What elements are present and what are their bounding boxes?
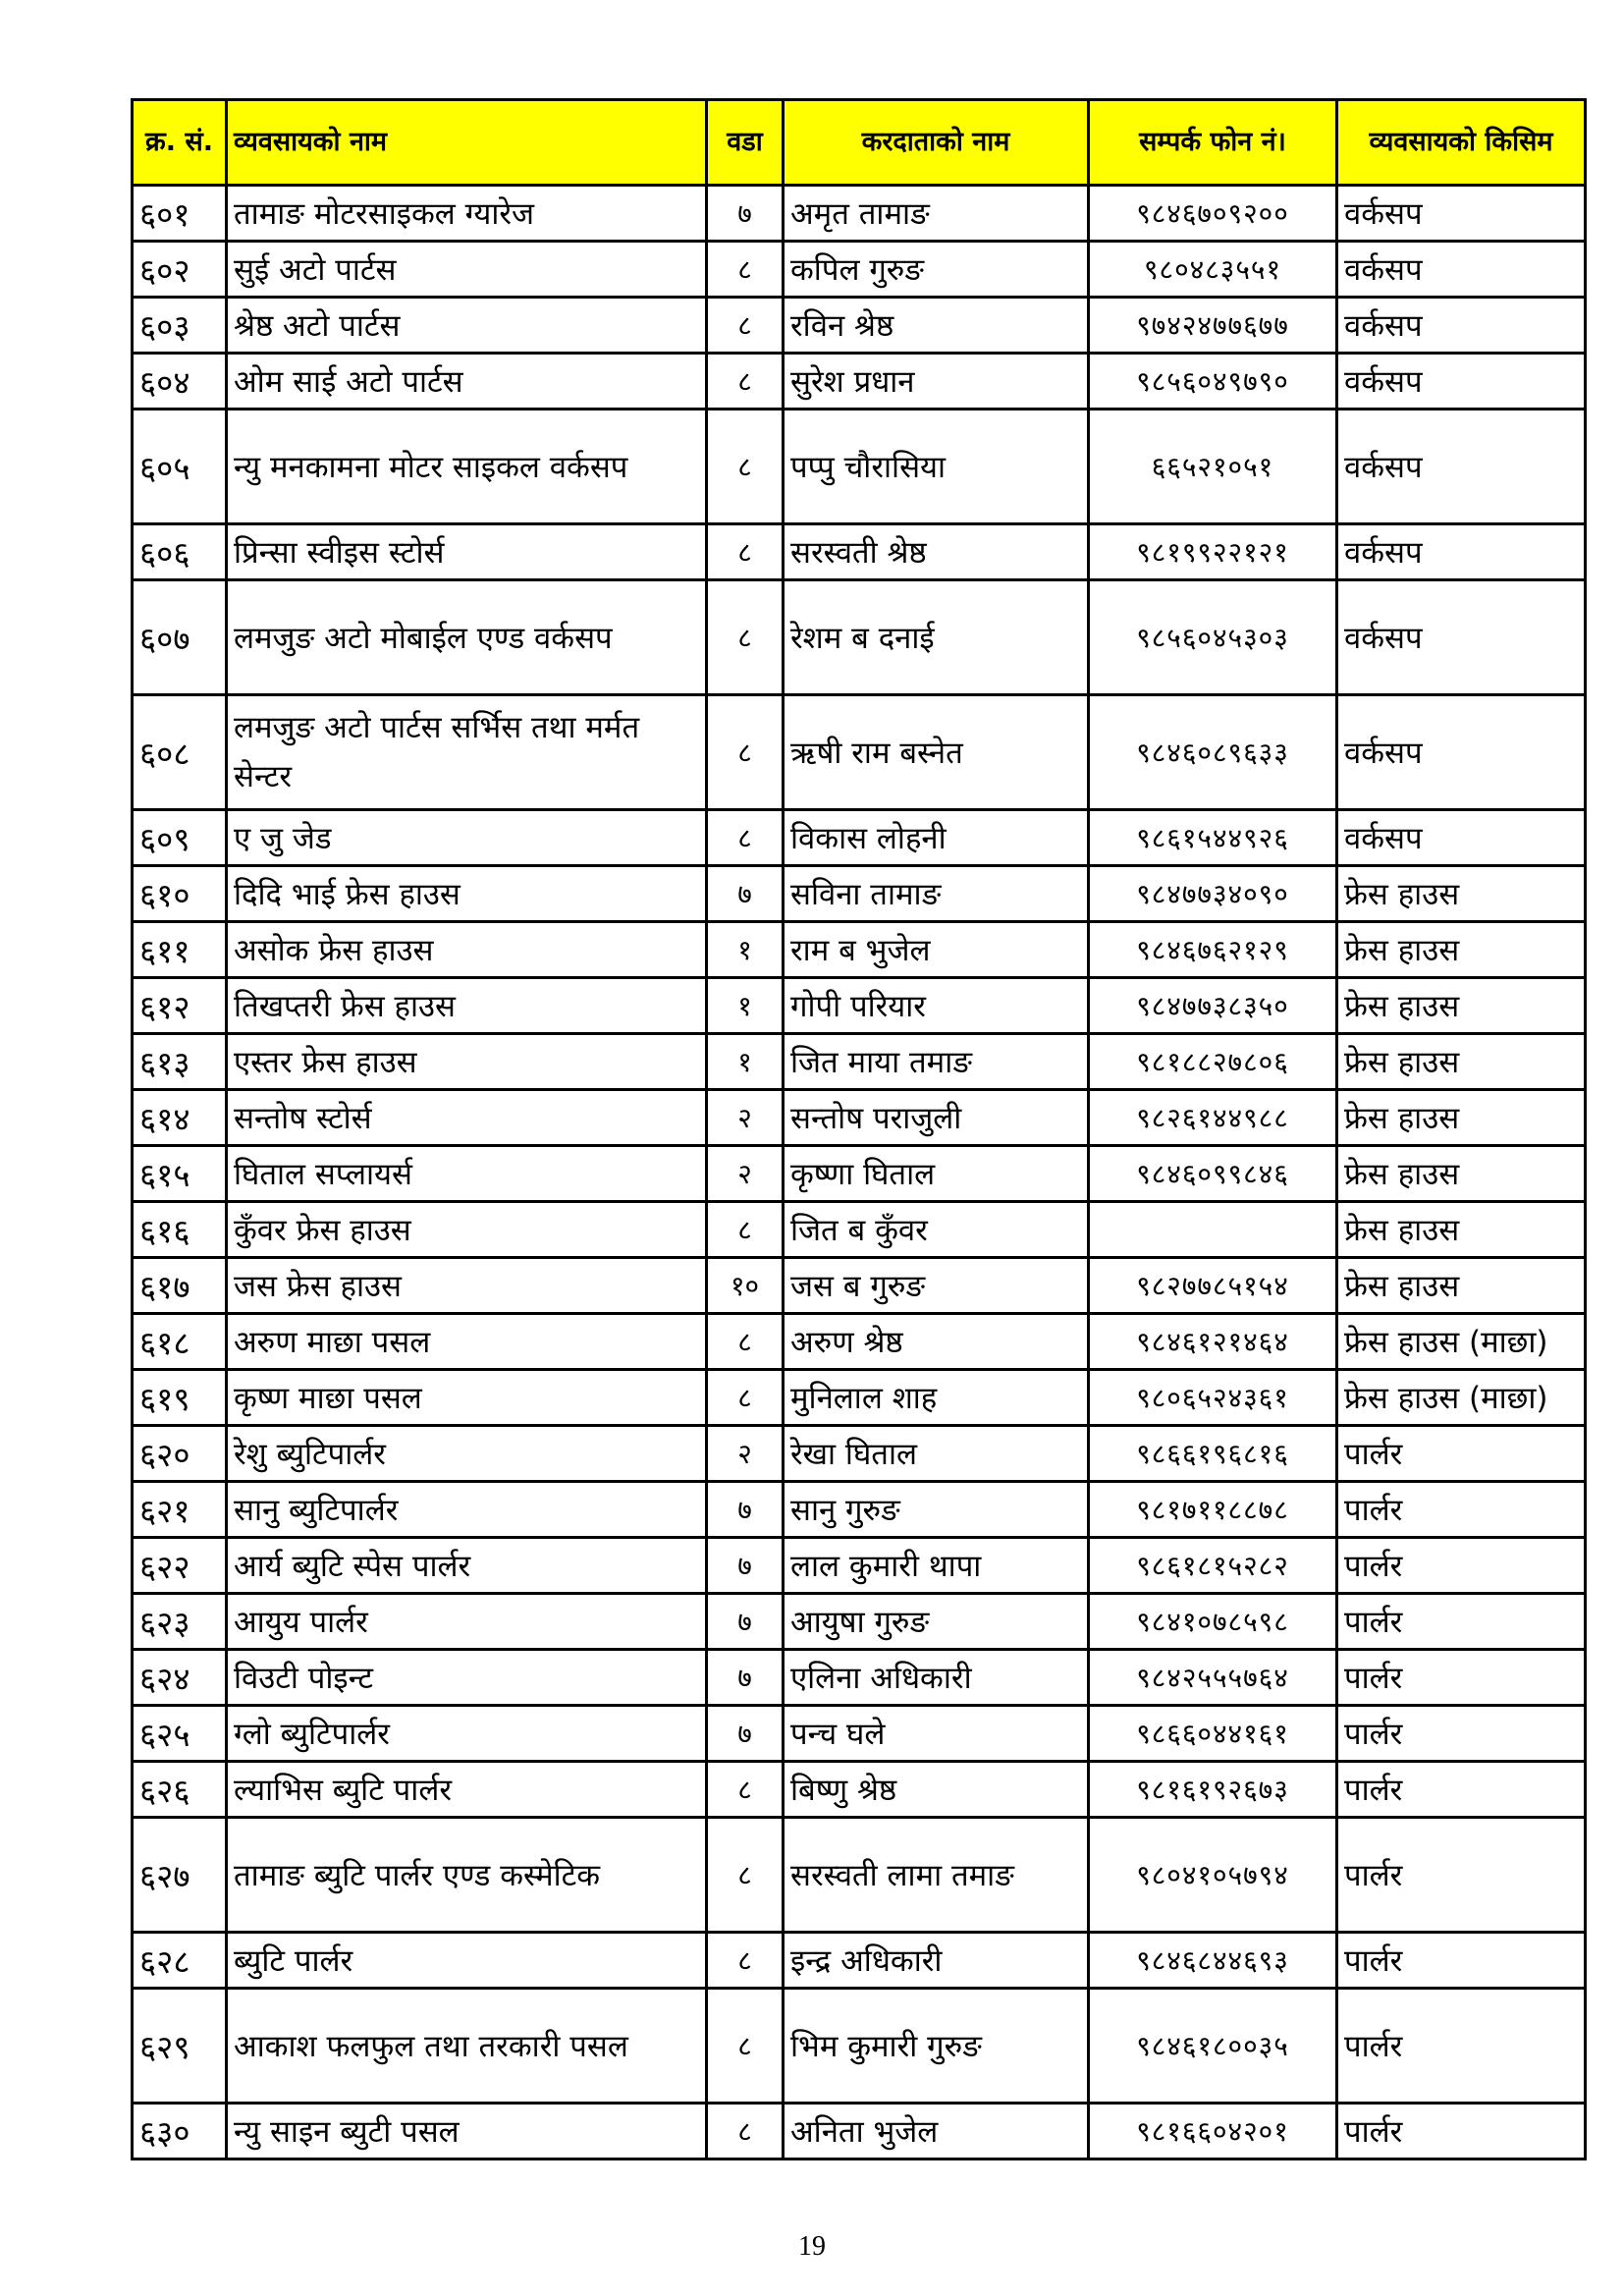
ward-cell: ८ [707, 1314, 784, 1370]
phone-cell: ९८१७११८८७८ [1089, 1482, 1337, 1538]
row-serial-number: ६१७ [133, 1258, 227, 1314]
business-name-cell: न्यु मनकामना मोटर साइकल वर्कसप [227, 410, 707, 524]
header-business-type: व्यवसायको किसिम [1337, 100, 1586, 186]
row-serial-number: ६२८ [133, 1933, 227, 1989]
ward-cell: ८ [707, 242, 784, 298]
row-serial-number: ६२५ [133, 1706, 227, 1762]
phone-cell: ९८६६०४४१६१ [1089, 1706, 1337, 1762]
ward-cell: ७ [707, 1706, 784, 1762]
phone-cell: ९८४७७३८३५० [1089, 978, 1337, 1034]
row-serial-number: ६०६ [133, 524, 227, 580]
phone-cell: ९८४१०७८५९८ [1089, 1594, 1337, 1650]
table-row [133, 1370, 1586, 1426]
business-type-cell: फ्रेस हाउस [1337, 922, 1586, 978]
ward-cell: ८ [707, 1933, 784, 1989]
row-serial-number: ६२४ [133, 1650, 227, 1706]
ward-cell: ७ [707, 1650, 784, 1706]
row-serial-number: ६१३ [133, 1034, 227, 1090]
phone-cell: ९८०४१०५७९४ [1089, 1818, 1337, 1933]
header-phone: सम्पर्क फोन नं। [1089, 100, 1337, 186]
ward-cell: ८ [707, 1762, 784, 1818]
header-serial-number: क्र. सं. [133, 100, 227, 186]
business-name-cell: विउटी पोइन्ट [227, 1650, 707, 1706]
row-serial-number: ६२६ [133, 1762, 227, 1818]
business-type-cell: फ्रेस हाउस [1337, 1034, 1586, 1090]
phone-cell: ९८६१८१५२८२ [1089, 1538, 1337, 1594]
table-row [133, 1706, 1586, 1762]
table-row [133, 242, 1586, 298]
row-serial-number: ६२९ [133, 1989, 227, 2104]
header-business-name: व्यवसायको नाम [227, 100, 707, 186]
business-type-cell: पार्लर [1337, 1762, 1586, 1818]
phone-cell: ९८०४८३५५१ [1089, 242, 1337, 298]
taxpayer-name-cell: भिम कुमारी गुरुङ [784, 1989, 1089, 2104]
business-name-cell: रेशु ब्युटिपार्लर [227, 1426, 707, 1482]
taxpayer-name-cell: सानु गुरुङ [784, 1482, 1089, 1538]
ward-cell: ८ [707, 2104, 784, 2159]
ward-cell: ८ [707, 695, 784, 810]
table-row [133, 2104, 1586, 2159]
taxpayer-name-cell: सविना तामाङ [784, 866, 1089, 922]
business-register-table [131, 98, 1587, 2160]
ward-cell: २ [707, 1090, 784, 1146]
table-row [133, 1034, 1586, 1090]
table-row [133, 1258, 1586, 1314]
business-type-cell: फ्रेस हाउस [1337, 1202, 1586, 1258]
row-serial-number: ६०७ [133, 580, 227, 695]
taxpayer-name-cell: रविन श्रेष्ठ [784, 298, 1089, 354]
row-serial-number: ६०१ [133, 186, 227, 242]
taxpayer-name-cell: कपिल गुरुङ [784, 242, 1089, 298]
business-type-cell: पार्लर [1337, 1818, 1586, 1933]
taxpayer-name-cell: पप्पु चौरासिया [784, 410, 1089, 524]
ward-cell: ७ [707, 866, 784, 922]
row-serial-number: ६०८ [133, 695, 227, 810]
business-name-cell: कुँवर फ्रेस हाउस [227, 1202, 707, 1258]
table-row [133, 1426, 1586, 1482]
table-row [133, 186, 1586, 242]
business-name-cell: लमजुङ अटो पार्टस सर्भिस तथा मर्मत सेन्टर [227, 695, 707, 810]
business-name-cell: अरुण माछा पसल [227, 1314, 707, 1370]
business-type-cell: फ्रेस हाउस [1337, 1258, 1586, 1314]
row-serial-number: ६११ [133, 922, 227, 978]
business-type-cell: वर्कसप [1337, 186, 1586, 242]
business-name-cell: सन्तोष स्टोर्स [227, 1090, 707, 1146]
business-type-cell: वर्कसप [1337, 810, 1586, 866]
row-serial-number: ६०४ [133, 354, 227, 410]
phone-cell: ९८४६७६२१२९ [1089, 922, 1337, 978]
ward-cell: ७ [707, 1594, 784, 1650]
ward-cell: ८ [707, 298, 784, 354]
business-name-cell: जस फ्रेस हाउस [227, 1258, 707, 1314]
table-row [133, 298, 1586, 354]
ward-cell: ८ [707, 354, 784, 410]
row-serial-number: ६३० [133, 2104, 227, 2159]
table-row [133, 1538, 1586, 1594]
table-row [133, 810, 1586, 866]
row-serial-number: ६२१ [133, 1482, 227, 1538]
table-row [133, 354, 1586, 410]
taxpayer-name-cell: गोपी परियार [784, 978, 1089, 1034]
ward-cell: २ [707, 1426, 784, 1482]
row-serial-number: ६०२ [133, 242, 227, 298]
business-name-cell: सानु ब्युटिपार्लर [227, 1482, 707, 1538]
table-row [133, 866, 1586, 922]
business-type-cell: पार्लर [1337, 1538, 1586, 1594]
business-name-cell: तामाङ ब्युटि पार्लर एण्ड कस्मेटिक [227, 1818, 707, 1933]
taxpayer-name-cell: लाल कुमारी थापा [784, 1538, 1089, 1594]
table-row [133, 1202, 1586, 1258]
taxpayer-name-cell: रेखा घिताल [784, 1426, 1089, 1482]
row-serial-number: ६२७ [133, 1818, 227, 1933]
ward-cell: ८ [707, 1989, 784, 2104]
business-name-cell: आकाश फलफुल तथा तरकारी पसल [227, 1989, 707, 2104]
table-row [133, 1090, 1586, 1146]
table-row [133, 1818, 1586, 1933]
business-type-cell: पार्लर [1337, 1650, 1586, 1706]
row-serial-number: ६१५ [133, 1146, 227, 1202]
business-name-cell: एस्तर फ्रेस हाउस [227, 1034, 707, 1090]
row-serial-number: ६१८ [133, 1314, 227, 1370]
business-type-cell: वर्कसप [1337, 695, 1586, 810]
business-type-cell: फ्रेस हाउस (माछा) [1337, 1370, 1586, 1426]
phone-cell: ९८४७७३४०९० [1089, 866, 1337, 922]
business-name-cell: कृष्ण माछा पसल [227, 1370, 707, 1426]
phone-cell: ९८१६१९२६७३ [1089, 1762, 1337, 1818]
business-name-cell: ब्युटि पार्लर [227, 1933, 707, 1989]
row-serial-number: ६२० [133, 1426, 227, 1482]
taxpayer-name-cell: ऋषी राम बस्नेत [784, 695, 1089, 810]
business-name-cell: तिखप्तरी फ्रेस हाउस [227, 978, 707, 1034]
business-type-cell: पार्लर [1337, 1482, 1586, 1538]
header-taxpayer-name: करदाताको नाम [784, 100, 1089, 186]
taxpayer-name-cell: आयुषा गुरुङ [784, 1594, 1089, 1650]
row-serial-number: ६०९ [133, 810, 227, 866]
ward-cell: ८ [707, 810, 784, 866]
taxpayer-name-cell: अरुण श्रेष्ठ [784, 1314, 1089, 1370]
business-name-cell: घिताल सप्लायर्स [227, 1146, 707, 1202]
phone-cell: ९८१९९२२१२१ [1089, 524, 1337, 580]
business-type-cell: पार्लर [1337, 1989, 1586, 2104]
business-name-cell: दिदि भाई फ्रेस हाउस [227, 866, 707, 922]
business-name-cell: तामाङ मोटरसाइकल ग्यारेज [227, 186, 707, 242]
table-row [133, 1146, 1586, 1202]
business-type-cell: वर्कसप [1337, 524, 1586, 580]
taxpayer-name-cell: सन्तोष पराजुली [784, 1090, 1089, 1146]
table-row [133, 922, 1586, 978]
taxpayer-name-cell: सरस्वती श्रेष्ठ [784, 524, 1089, 580]
ward-cell: ८ [707, 1818, 784, 1933]
taxpayer-name-cell: अनिता भुजेल [784, 2104, 1089, 2159]
business-name-cell: लमजुङ अटो मोबाईल एण्ड वर्कसप [227, 580, 707, 695]
business-name-cell: सुई अटो पार्टस [227, 242, 707, 298]
business-type-cell: पार्लर [1337, 2104, 1586, 2159]
ward-cell: ७ [707, 186, 784, 242]
business-type-cell: वर्कसप [1337, 410, 1586, 524]
business-type-cell: फ्रेस हाउस [1337, 1090, 1586, 1146]
business-type-cell: फ्रेस हाउस [1337, 1146, 1586, 1202]
business-type-cell: फ्रेस हाउस (माछा) [1337, 1314, 1586, 1370]
table-row [133, 1594, 1586, 1650]
taxpayer-name-cell: रेशम ब दनाई [784, 580, 1089, 695]
taxpayer-name-cell: एलिना अधिकारी [784, 1650, 1089, 1706]
ward-cell: ८ [707, 580, 784, 695]
row-serial-number: ६१९ [133, 1370, 227, 1426]
ward-cell: १ [707, 1034, 784, 1090]
taxpayer-name-cell: जित ब कुँवर [784, 1202, 1089, 1258]
ward-cell: ७ [707, 1482, 784, 1538]
table-row [133, 1482, 1586, 1538]
business-type-cell: पार्लर [1337, 1933, 1586, 1989]
business-name-cell: ओम साई अटो पार्टस [227, 354, 707, 410]
business-name-cell: श्रेष्ठ अटो पार्टस [227, 298, 707, 354]
taxpayer-name-cell: अमृत तामाङ [784, 186, 1089, 242]
taxpayer-name-cell: इन्द्र अधिकारी [784, 1933, 1089, 1989]
taxpayer-name-cell: राम ब भुजेल [784, 922, 1089, 978]
taxpayer-name-cell: पन्च घले [784, 1706, 1089, 1762]
row-serial-number: ६२२ [133, 1538, 227, 1594]
taxpayer-name-cell: कृष्णा घिताल [784, 1146, 1089, 1202]
taxpayer-name-cell: बिष्णु श्रेष्ठ [784, 1762, 1089, 1818]
phone-cell: ९८४६१२१४६४ [1089, 1314, 1337, 1370]
taxpayer-name-cell: जित माया तमाङ [784, 1034, 1089, 1090]
row-serial-number: ६१० [133, 866, 227, 922]
row-serial-number: ६१६ [133, 1202, 227, 1258]
table-row [133, 580, 1586, 695]
row-serial-number: ६०५ [133, 410, 227, 524]
table-row [133, 1989, 1586, 2104]
ward-cell: ८ [707, 1370, 784, 1426]
business-type-cell: वर्कसप [1337, 354, 1586, 410]
phone-cell: ९७४२४७७६७७ [1089, 298, 1337, 354]
table-header-row [133, 100, 1586, 186]
business-type-cell: फ्रेस हाउस [1337, 866, 1586, 922]
business-name-cell: ग्लो ब्युटिपार्लर [227, 1706, 707, 1762]
ward-cell: २ [707, 1146, 784, 1202]
business-type-cell: वर्कसप [1337, 580, 1586, 695]
row-serial-number: ६२३ [133, 1594, 227, 1650]
phone-cell: ९८४२५५५७६४ [1089, 1650, 1337, 1706]
business-type-cell: वर्कसप [1337, 298, 1586, 354]
row-serial-number: ६१४ [133, 1090, 227, 1146]
business-type-cell: पार्लर [1337, 1594, 1586, 1650]
table-row [133, 978, 1586, 1034]
business-name-cell: न्यु साइन ब्युटी पसल [227, 2104, 707, 2159]
phone-cell: ९८२६१४४९८८ [1089, 1090, 1337, 1146]
business-name-cell: आयुय पार्लर [227, 1594, 707, 1650]
business-name-cell: प्रिन्सा स्वीइस स्टोर्स [227, 524, 707, 580]
business-name-cell: आर्य ब्युटि स्पेस पार्लर [227, 1538, 707, 1594]
page-number: 19 [798, 2231, 826, 2262]
row-serial-number: ६०३ [133, 298, 227, 354]
phone-cell: ९८५६०४९७९० [1089, 354, 1337, 410]
business-type-cell: फ्रेस हाउस [1337, 978, 1586, 1034]
ward-cell: १ [707, 978, 784, 1034]
phone-cell: ६६५२१०५१ [1089, 410, 1337, 524]
taxpayer-name-cell: मुनिलाल शाह [784, 1370, 1089, 1426]
taxpayer-name-cell: सरस्वती लामा तमाङ [784, 1818, 1089, 1933]
business-name-cell: ए जु जेड [227, 810, 707, 866]
table-row [133, 1650, 1586, 1706]
phone-cell: ९८४६१८००३५ [1089, 1989, 1337, 2104]
ward-cell: ८ [707, 410, 784, 524]
phone-cell: ९८४६०९९८४६ [1089, 1146, 1337, 1202]
phone-cell: ९८१६६०४२०१ [1089, 2104, 1337, 2159]
phone-cell: ९८४६०८९६३३ [1089, 695, 1337, 810]
ward-cell: ८ [707, 1202, 784, 1258]
phone-cell: ९८२७७८५१५४ [1089, 1258, 1337, 1314]
business-type-cell: पार्लर [1337, 1706, 1586, 1762]
taxpayer-name-cell: जस ब गुरुङ [784, 1258, 1089, 1314]
business-name-cell: असोक फ्रेस हाउस [227, 922, 707, 978]
taxpayer-name-cell: सुरेश प्रधान [784, 354, 1089, 410]
phone-cell: ९८६१५४४९२६ [1089, 810, 1337, 866]
phone-cell: ९८४६८४४६९३ [1089, 1933, 1337, 1989]
table-body [133, 186, 1586, 2159]
table-row [133, 1762, 1586, 1818]
phone-cell: ९८४६७०९२०० [1089, 186, 1337, 242]
ward-cell: ७ [707, 1538, 784, 1594]
phone-cell: ९८५६०४५३०३ [1089, 580, 1337, 695]
row-serial-number: ६१२ [133, 978, 227, 1034]
table-row [133, 410, 1586, 524]
ward-cell: ८ [707, 524, 784, 580]
business-name-cell: ल्याभिस ब्युटि पार्लर [227, 1762, 707, 1818]
ward-cell: १ [707, 922, 784, 978]
phone-cell: ९८०६५२४३६१ [1089, 1370, 1337, 1426]
table-row [133, 695, 1586, 810]
header-ward: वडा [707, 100, 784, 186]
business-type-cell: वर्कसप [1337, 242, 1586, 298]
taxpayer-name-cell: विकास लोहनी [784, 810, 1089, 866]
ward-cell: १० [707, 1258, 784, 1314]
business-type-cell: पार्लर [1337, 1426, 1586, 1482]
table-row [133, 524, 1586, 580]
phone-cell [1089, 1202, 1337, 1258]
phone-cell: ९८१८८२७८०६ [1089, 1034, 1337, 1090]
phone-cell: ९८६६१९६८१६ [1089, 1426, 1337, 1482]
table-row [133, 1314, 1586, 1370]
table-row [133, 1933, 1586, 1989]
